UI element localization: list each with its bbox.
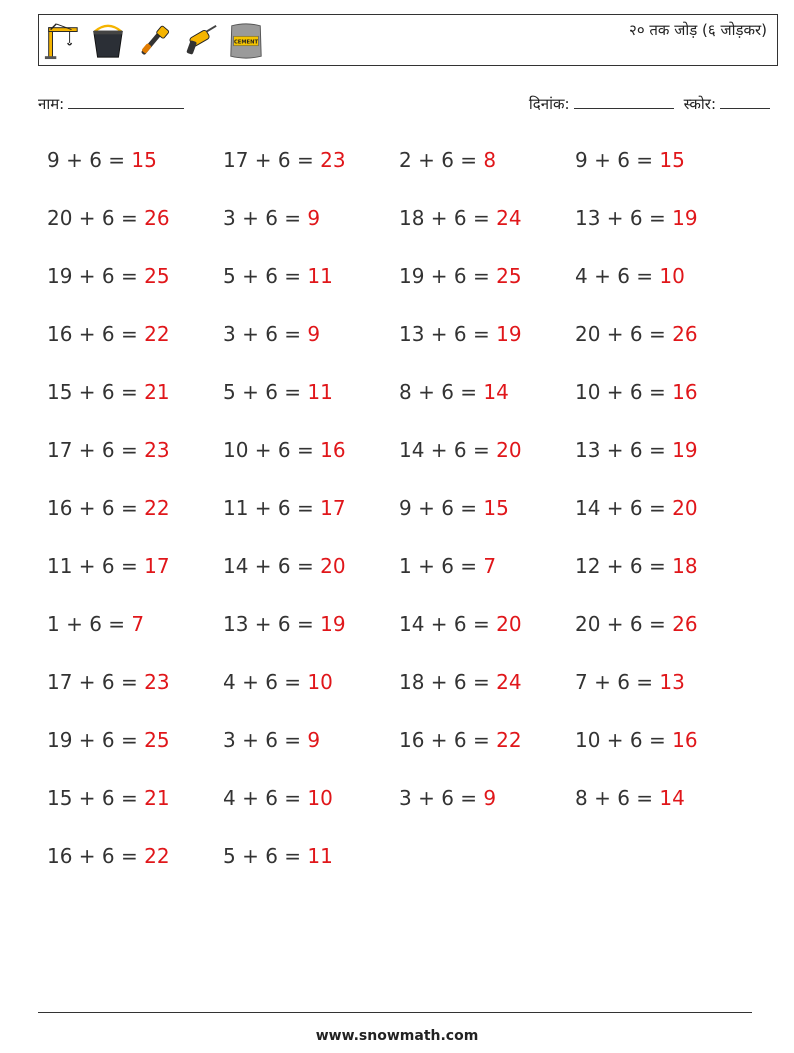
problem-question: 13 + 6 =: [575, 206, 673, 230]
name-field: [38, 94, 184, 114]
problem-item: [575, 317, 751, 375]
problem-question: 17 + 6 =: [47, 670, 145, 694]
problem-answer: 11: [307, 264, 333, 288]
problem-answer: 20: [320, 554, 346, 578]
problem-item: [399, 723, 575, 781]
problem-answer: 24: [496, 206, 522, 230]
problem-answer: 22: [496, 728, 522, 752]
problem-answer: 9: [307, 728, 321, 752]
problem-answer: 10: [307, 670, 333, 694]
problem-question: 12 + 6 =: [575, 554, 673, 578]
problem-item: [223, 491, 399, 549]
problem-item: [399, 143, 575, 201]
problem-question: 16 + 6 =: [47, 844, 145, 868]
problem-answer: 20: [672, 496, 698, 520]
problem-item: [223, 781, 399, 839]
problem-grid: [47, 143, 751, 897]
footer-divider: [38, 1012, 752, 1013]
problem-question: 9 + 6 =: [47, 148, 132, 172]
problem-answer: 23: [144, 670, 170, 694]
problem-item: [575, 549, 751, 607]
problem-item: [399, 317, 575, 375]
problem-answer: 23: [144, 438, 170, 462]
problem-question: 5 + 6 =: [223, 844, 308, 868]
date-label: दिनांक:: [528, 95, 570, 113]
problem-answer: 19: [496, 322, 522, 346]
problem-question: 14 + 6 =: [399, 438, 497, 462]
problem-answer: 20: [496, 438, 522, 462]
problem-item: [575, 665, 751, 723]
problem-question: 1 + 6 =: [399, 554, 484, 578]
problem-answer: 13: [659, 670, 685, 694]
score-label: स्कोर:: [683, 95, 716, 113]
problem-answer: 19: [672, 206, 698, 230]
problem-answer: 22: [144, 322, 170, 346]
worksheet-title: २० तक जोड़ (६ जोड़कर): [629, 21, 767, 39]
problem-question: 18 + 6 =: [399, 670, 497, 694]
problem-answer: 14: [483, 380, 509, 404]
problem-answer: 26: [144, 206, 170, 230]
problem-question: 13 + 6 =: [223, 612, 321, 636]
problem-question: 4 + 6 =: [223, 670, 308, 694]
problem-answer: 25: [144, 728, 170, 752]
problem-question: 14 + 6 =: [399, 612, 497, 636]
problem-question: 19 + 6 =: [47, 264, 145, 288]
problem-question: 5 + 6 =: [223, 264, 308, 288]
date-field: [529, 94, 674, 114]
problem-item: [575, 607, 751, 665]
date-score-fields: [529, 94, 770, 114]
header-icons: [43, 21, 265, 61]
problem-answer: 22: [144, 496, 170, 520]
problem-item: [223, 375, 399, 433]
problem-question: 1 + 6 =: [47, 612, 132, 636]
problem-answer: 7: [131, 612, 145, 636]
problem-answer: 17: [320, 496, 346, 520]
problem-question: 10 + 6 =: [575, 728, 673, 752]
problem-item: [399, 607, 575, 665]
problem-question: 14 + 6 =: [575, 496, 673, 520]
name-blank[interactable]: [68, 94, 184, 109]
problem-item: [47, 433, 223, 491]
problem-answer: 24: [496, 670, 522, 694]
problem-item: [47, 607, 223, 665]
name-label: नाम:: [38, 95, 65, 113]
problem-question: 11 + 6 =: [47, 554, 145, 578]
problem-item: [575, 723, 751, 781]
problem-item: [223, 317, 399, 375]
problem-question: 8 + 6 =: [575, 786, 660, 810]
problem-question: 8 + 6 =: [399, 380, 484, 404]
problem-item: [575, 781, 751, 839]
problem-answer: 9: [307, 322, 321, 346]
problem-answer: 19: [320, 612, 346, 636]
problem-item: [575, 433, 751, 491]
problem-question: 17 + 6 =: [47, 438, 145, 462]
problem-answer: 23: [320, 148, 346, 172]
problem-question: 19 + 6 =: [47, 728, 145, 752]
problem-answer: 16: [320, 438, 346, 462]
problem-item: [575, 201, 751, 259]
problem-item: [47, 259, 223, 317]
problem-question: 7 + 6 =: [575, 670, 660, 694]
problem-item: [223, 143, 399, 201]
problem-item: [47, 549, 223, 607]
problem-item: [223, 665, 399, 723]
problem-answer: 7: [483, 554, 497, 578]
problem-answer: 15: [483, 496, 509, 520]
problem-question: 20 + 6 =: [575, 612, 673, 636]
problem-question: 13 + 6 =: [575, 438, 673, 462]
problem-question: 3 + 6 =: [223, 206, 308, 230]
problem-item: [223, 259, 399, 317]
problem-item: [399, 549, 575, 607]
score-blank[interactable]: [720, 94, 770, 109]
problem-question: 20 + 6 =: [575, 322, 673, 346]
problem-question: 20 + 6 =: [47, 206, 145, 230]
problem-answer: 10: [659, 264, 685, 288]
problem-question: 13 + 6 =: [399, 322, 497, 346]
crane-icon: [43, 22, 81, 60]
problem-item: [223, 549, 399, 607]
problem-question: 3 + 6 =: [399, 786, 484, 810]
problem-answer: 15: [131, 148, 157, 172]
problem-answer: 15: [659, 148, 685, 172]
problem-answer: 9: [307, 206, 321, 230]
footer-url: www.snowmath.com: [315, 1028, 479, 1044]
problem-answer: 20: [496, 612, 522, 636]
problem-item: [399, 665, 575, 723]
problem-item: [575, 491, 751, 549]
problem-item: [223, 433, 399, 491]
problem-item: [399, 433, 575, 491]
problem-answer: 16: [672, 380, 698, 404]
problem-item: [399, 375, 575, 433]
problem-item: [47, 375, 223, 433]
problem-item: [223, 723, 399, 781]
problem-question: 10 + 6 =: [575, 380, 673, 404]
problem-answer: 21: [144, 380, 170, 404]
problem-answer: 17: [144, 554, 170, 578]
problem-answer: 11: [307, 380, 333, 404]
problem-question: 5 + 6 =: [223, 380, 308, 404]
problem-answer: 19: [672, 438, 698, 462]
score-field: [684, 94, 770, 114]
problem-item: [47, 839, 223, 897]
problem-answer: 11: [307, 844, 333, 868]
pipe-wrench-icon: [135, 22, 173, 60]
problem-answer: 22: [144, 844, 170, 868]
drill-icon: [181, 22, 219, 60]
problem-answer: 18: [672, 554, 698, 578]
bucket-icon: [89, 22, 127, 60]
problem-item: [47, 491, 223, 549]
problem-question: 11 + 6 =: [223, 496, 321, 520]
problem-item: [399, 781, 575, 839]
problem-item: [399, 259, 575, 317]
problem-answer: 14: [659, 786, 685, 810]
problem-answer: 8: [483, 148, 497, 172]
problem-item: [223, 607, 399, 665]
problem-item: [47, 201, 223, 259]
problem-question: 9 + 6 =: [575, 148, 660, 172]
problem-question: 4 + 6 =: [223, 786, 308, 810]
problem-question: 16 + 6 =: [399, 728, 497, 752]
problem-item: [47, 317, 223, 375]
problem-answer: 21: [144, 786, 170, 810]
problem-answer: 26: [672, 612, 698, 636]
problem-question: 14 + 6 =: [223, 554, 321, 578]
worksheet-header: [38, 14, 778, 66]
problem-question: 16 + 6 =: [47, 322, 145, 346]
problem-answer: 25: [144, 264, 170, 288]
problem-item: [575, 143, 751, 201]
date-blank[interactable]: [574, 94, 674, 109]
problem-question: 3 + 6 =: [223, 322, 308, 346]
problem-question: 2 + 6 =: [399, 148, 484, 172]
problem-item: [47, 781, 223, 839]
cement-bag-icon: [227, 22, 265, 60]
problem-answer: 26: [672, 322, 698, 346]
problem-item: [575, 259, 751, 317]
problem-item: [223, 201, 399, 259]
problem-question: 3 + 6 =: [223, 728, 308, 752]
problem-answer: 25: [496, 264, 522, 288]
problem-item: [47, 143, 223, 201]
problem-item: [399, 201, 575, 259]
problem-question: 9 + 6 =: [399, 496, 484, 520]
problem-question: 17 + 6 =: [223, 148, 321, 172]
cement-label: CEMENT: [233, 39, 259, 46]
problem-answer: 9: [483, 786, 497, 810]
problem-question: 19 + 6 =: [399, 264, 497, 288]
problem-item: [223, 839, 399, 897]
problem-question: 16 + 6 =: [47, 496, 145, 520]
problem-item: [399, 491, 575, 549]
problem-question: 15 + 6 =: [47, 786, 145, 810]
problem-item: [575, 375, 751, 433]
problem-answer: 16: [672, 728, 698, 752]
problem-question: 4 + 6 =: [575, 264, 660, 288]
problem-answer: 10: [307, 786, 333, 810]
problem-question: 18 + 6 =: [399, 206, 497, 230]
problem-item: [47, 665, 223, 723]
problem-question: 15 + 6 =: [47, 380, 145, 404]
problem-question: 10 + 6 =: [223, 438, 321, 462]
problem-item: [47, 723, 223, 781]
